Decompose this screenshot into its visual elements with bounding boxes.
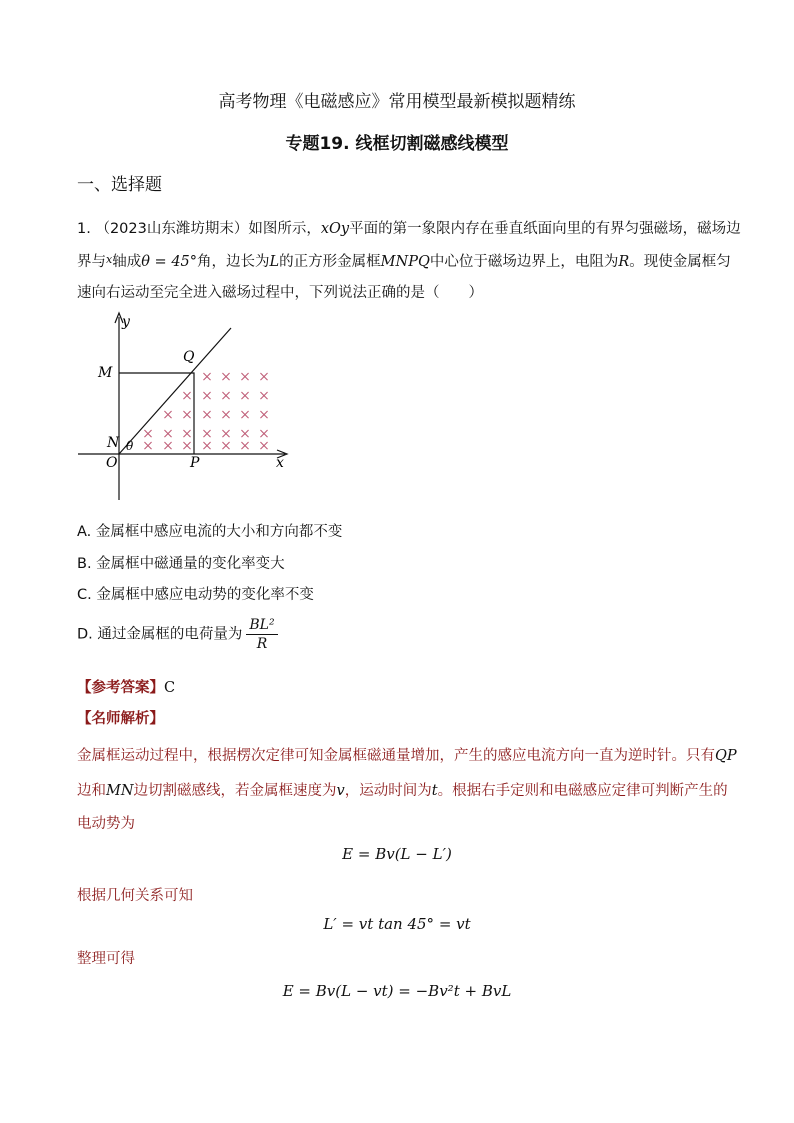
field-cross-icon: × xyxy=(201,369,213,385)
field-cross-icon: × xyxy=(258,438,270,454)
plane-variable: xOy xyxy=(320,221,350,237)
axis-variable: x xyxy=(106,253,113,266)
question-text: 中心位于磁场边界上，电阻为 xyxy=(429,254,619,270)
angle-expression: θ = 45° xyxy=(141,254,198,270)
field-boundary-line xyxy=(119,328,231,454)
option-c: C. 金属框中感应电动势的变化率不变 xyxy=(77,587,314,603)
label-P: P xyxy=(190,455,200,471)
field-cross-icon: × xyxy=(181,438,193,454)
var-qp: QP xyxy=(715,748,737,764)
reference-answer-label: 【参考答案】 xyxy=(77,680,164,696)
option-a: A. 金属框中感应电流的大小和方向都不变 xyxy=(77,524,343,540)
var-v: v xyxy=(336,783,345,799)
explanation-line-3: 电动势为 xyxy=(77,816,135,832)
question-line-3: 速向右运动至完全进入磁场过程中，下列说法正确的是（ ） xyxy=(77,285,483,301)
explanation-text: 边和 xyxy=(77,783,106,799)
field-cross-icon: × xyxy=(239,388,251,404)
explanation-text: 。根据右手定则和电磁感应定律可判断产生的 xyxy=(437,783,728,799)
field-cross-icon: × xyxy=(220,407,232,423)
field-cross-icon: × xyxy=(181,388,193,404)
question-text: 。现使金属框匀 xyxy=(629,254,731,270)
fraction-numerator: BL² xyxy=(246,616,277,635)
section-heading: 一、选择题 xyxy=(77,175,162,195)
equation-3: E = Bv(L − vt) = −Bv²t + BvL xyxy=(282,982,512,1000)
equation-2: L′ = vt tan 45° = vt xyxy=(323,915,471,933)
field-cross-icon: × xyxy=(162,438,174,454)
field-cross-icon: × xyxy=(258,407,270,423)
field-cross-icon: × xyxy=(258,388,270,404)
document-title: 高考物理《电磁感应》常用模型最新模拟题精练 xyxy=(218,92,576,112)
question-text: 界与 xyxy=(77,254,106,270)
label-x: x xyxy=(276,455,284,471)
field-cross-icon: × xyxy=(239,369,251,385)
magnetic-field-crosses xyxy=(142,369,270,454)
field-cross-icon: × xyxy=(220,388,232,404)
var-t: t xyxy=(431,783,438,799)
field-cross-icon: × xyxy=(220,426,232,442)
explanation-line-5: 整理可得 xyxy=(77,951,135,967)
explanation-text: ，运动时间为 xyxy=(344,783,432,799)
question-text: 角，边长为 xyxy=(197,254,270,270)
question-text: 的正方形金属框 xyxy=(279,254,381,270)
label-theta: θ xyxy=(126,439,134,453)
question-line-2 xyxy=(77,250,731,271)
answer-value: C xyxy=(164,680,176,696)
side-variable: L xyxy=(269,254,280,270)
option-d-text: D. 通过金属框的电荷量为 xyxy=(77,626,243,643)
field-cross-icon: × xyxy=(181,407,193,423)
analysis-label xyxy=(77,707,164,728)
field-cross-icon: × xyxy=(201,407,213,423)
field-cross-icon: × xyxy=(239,438,251,454)
field-cross-icon: × xyxy=(181,426,193,442)
field-cross-icon: × xyxy=(142,426,154,442)
explanation-line-1 xyxy=(77,744,737,765)
label-N: N xyxy=(107,435,120,451)
label-M: M xyxy=(98,365,113,381)
field-cross-icon: × xyxy=(162,407,174,423)
label-O: O xyxy=(106,455,118,471)
var-mn: MN xyxy=(106,783,134,799)
question-source: （2023山东潍坊期末）如图所示， xyxy=(95,221,321,237)
explanation-line-4: 根据几何关系可知 xyxy=(77,888,193,904)
option-b: B. 金属框中磁通量的变化率变大 xyxy=(77,556,285,572)
field-cross-icon: × xyxy=(258,369,270,385)
equation-1: E = Bv(L − L′) xyxy=(342,845,452,863)
fraction-denominator: R xyxy=(256,636,268,652)
explanation-text: 边切割磁感线，若金属框速度为 xyxy=(133,783,337,799)
field-cross-icon: × xyxy=(220,369,232,385)
explanation-text: 金属框运动过程中，根据楞次定律可知金属框磁通量增加，产生的感应电流方向一直为逆时针。只有 xyxy=(77,748,715,764)
analysis-label-text: 【名师解析】 xyxy=(77,711,164,727)
question-text: 轴成 xyxy=(112,254,142,270)
resistance-variable: R xyxy=(618,254,630,270)
option-d xyxy=(77,616,278,653)
field-cross-icon: × xyxy=(220,438,232,454)
label-y: y xyxy=(122,314,130,330)
explanation-line-2 xyxy=(77,779,728,800)
label-Q: Q xyxy=(183,349,195,365)
field-cross-icon: × xyxy=(201,388,213,404)
physics-diagram xyxy=(70,305,300,505)
field-cross-icon: × xyxy=(201,426,213,442)
question-number: 1. xyxy=(77,221,91,237)
field-cross-icon: × xyxy=(162,426,174,442)
document-subtitle: 专题19. 线框切割磁感线模型 xyxy=(285,134,509,154)
field-cross-icon: × xyxy=(239,426,251,442)
field-cross-icon: × xyxy=(201,438,213,454)
reference-answer xyxy=(77,676,175,697)
question-line-1 xyxy=(77,217,741,238)
question-text: 平面的第一象限内存在垂直纸面向里的有界匀强磁场，磁场边 xyxy=(349,221,741,237)
field-cross-icon: × xyxy=(239,407,251,423)
charge-fraction xyxy=(246,616,277,653)
field-cross-icon: × xyxy=(258,426,270,442)
frame-variable: MNPQ xyxy=(380,254,430,270)
field-cross-icon: × xyxy=(142,438,154,454)
